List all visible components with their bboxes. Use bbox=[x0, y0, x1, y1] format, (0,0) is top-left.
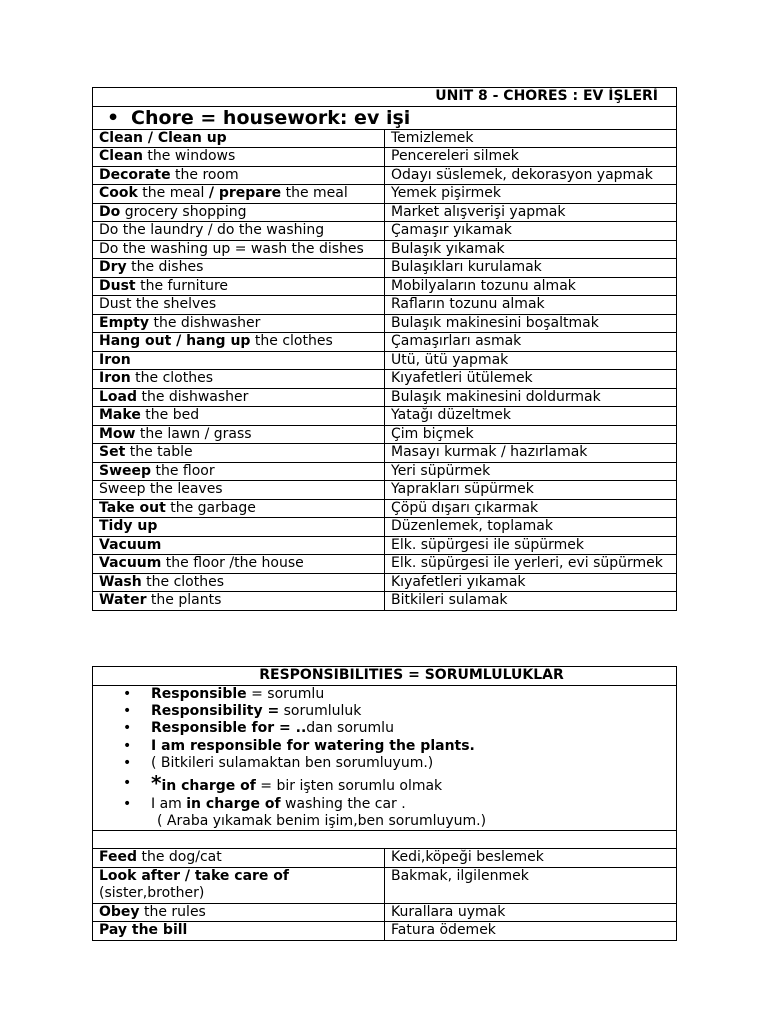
english-cell bbox=[93, 296, 385, 315]
term-text: the lawn / grass bbox=[135, 425, 252, 442]
english-cell bbox=[93, 203, 385, 222]
chore-header-text: Chore = housework: ev işi bbox=[131, 106, 411, 129]
term-text: the clothes bbox=[250, 333, 333, 349]
turkish-cell: Bakmak, ilgilenmek bbox=[385, 867, 677, 903]
turkish-cell: Mobilyaların tozunu almak bbox=[385, 277, 677, 296]
bullet-icon: • bbox=[123, 795, 132, 812]
bold-term: Empty bbox=[99, 314, 149, 331]
bold-term: Clean bbox=[99, 148, 143, 164]
term-text: the meal bbox=[281, 185, 348, 201]
resp-row bbox=[93, 849, 677, 868]
term-text: the furniture bbox=[135, 277, 228, 294]
turkish-cell: Yatağı düzeltmek bbox=[385, 407, 677, 426]
bold-term: Look after / take care of bbox=[99, 867, 290, 884]
resp-row bbox=[93, 903, 677, 922]
chore-row bbox=[93, 259, 677, 278]
chore-row bbox=[93, 481, 677, 500]
bold-term: I am responsible for watering the plants. bbox=[151, 737, 475, 754]
english-cell bbox=[93, 849, 385, 868]
english-cell bbox=[93, 555, 385, 574]
responsibilities-table bbox=[92, 666, 677, 941]
resp-item bbox=[119, 703, 670, 720]
bold-term: Make bbox=[99, 407, 141, 423]
turkish-cell: Çöpü dışarı çıkarmak bbox=[385, 499, 677, 518]
resp-title: RESPONSIBILITIES = SORUMLULUKLAR bbox=[93, 667, 677, 686]
chore-row bbox=[93, 425, 677, 444]
english-cell bbox=[93, 425, 385, 444]
term-text: the table bbox=[125, 444, 193, 460]
turkish-cell: Yaprakları süpürmek bbox=[385, 481, 677, 500]
english-cell bbox=[93, 388, 385, 407]
bullet-icon: • bbox=[123, 774, 132, 791]
chore-row bbox=[93, 444, 677, 463]
chore-row bbox=[93, 499, 677, 518]
turkish-cell: Rafların tozunu almak bbox=[385, 296, 677, 315]
bold-term: Clean / Clean up bbox=[99, 129, 227, 146]
bold-term: Set bbox=[99, 444, 126, 460]
bold-term: Dust bbox=[99, 277, 136, 294]
bold-term: Do bbox=[99, 203, 121, 220]
term-text: I am bbox=[151, 795, 187, 812]
term-text: the dishwasher bbox=[137, 388, 249, 405]
english-cell bbox=[93, 148, 385, 167]
english-cell bbox=[93, 277, 385, 296]
resp-list bbox=[99, 686, 670, 831]
term-text: grocery shopping bbox=[120, 203, 247, 220]
chore-row bbox=[93, 296, 677, 315]
bold-term: / prepare bbox=[208, 185, 282, 201]
bold-term: Dry bbox=[99, 259, 127, 275]
term-text: dan sorumlu bbox=[306, 720, 394, 737]
resp-item-translation: ( Araba yıkamak benim işim,ben sorumluyum.) bbox=[157, 812, 487, 829]
english-cell bbox=[93, 240, 385, 259]
turkish-cell: Ütü, ütü yapmak bbox=[385, 351, 677, 370]
turkish-cell: Odayı süslemek, dekorasyon yapmak bbox=[385, 166, 677, 185]
term-text: the garbage bbox=[165, 499, 256, 516]
chore-row bbox=[93, 573, 677, 592]
bullet-icon: • bbox=[123, 702, 132, 719]
turkish-cell: Fatura ödemek bbox=[385, 922, 677, 941]
bold-term: Vacuum bbox=[99, 555, 162, 571]
resp-list-row bbox=[93, 685, 677, 831]
term-text: Do the washing up = wash the dishes bbox=[99, 240, 364, 257]
english-cell bbox=[93, 592, 385, 611]
turkish-cell: Masayı kurmak / hazırlamak bbox=[385, 444, 677, 463]
chore-row bbox=[93, 185, 677, 204]
chore-row bbox=[93, 277, 677, 296]
english-cell bbox=[93, 444, 385, 463]
turkish-cell: Kıyafetleri yıkamak bbox=[385, 573, 677, 592]
resp-row bbox=[93, 867, 677, 903]
bold-term: in charge of bbox=[161, 777, 256, 794]
bold-term: Iron bbox=[99, 370, 131, 386]
resp-item bbox=[119, 738, 670, 755]
english-cell bbox=[93, 166, 385, 185]
bold-term: Pay the bill bbox=[99, 922, 188, 939]
resp-item bbox=[119, 720, 670, 737]
term-text: the rules bbox=[139, 903, 206, 920]
turkish-cell: Düzenlemek, toplamak bbox=[385, 518, 677, 537]
chore-row bbox=[93, 203, 677, 222]
term-text: sorumluluk bbox=[279, 702, 362, 719]
english-cell bbox=[93, 573, 385, 592]
term-text: = sorumlu bbox=[246, 685, 325, 702]
turkish-cell: Bitkileri sulamak bbox=[385, 592, 677, 611]
chore-row bbox=[93, 370, 677, 389]
chore-row bbox=[93, 333, 677, 352]
chore-row bbox=[93, 314, 677, 333]
term-text: the plants bbox=[146, 592, 222, 608]
turkish-cell: Market alışverişi yapmak bbox=[385, 203, 677, 222]
bold-term: Obey bbox=[99, 903, 140, 920]
term-text: ( Bitkileri sulamaktan ben sorumluyum.) bbox=[151, 755, 434, 772]
chore-row bbox=[93, 536, 677, 555]
turkish-cell: Çamaşırları asmak bbox=[385, 333, 677, 352]
turkish-cell: Kurallara uymak bbox=[385, 903, 677, 922]
resp-item bbox=[119, 686, 670, 703]
turkish-cell: Elk. süpürgesi ile yerleri, evi süpürmek bbox=[385, 555, 677, 574]
turkish-cell: Kıyafetleri ütülemek bbox=[385, 370, 677, 389]
turkish-cell: Yemek pişirmek bbox=[385, 185, 677, 204]
turkish-cell: Bulaşıkları kurulamak bbox=[385, 259, 677, 278]
chore-row bbox=[93, 555, 677, 574]
term-text: the bed bbox=[140, 407, 200, 423]
english-cell bbox=[93, 536, 385, 555]
term-text: the floor /the house bbox=[161, 555, 304, 571]
english-cell bbox=[93, 867, 385, 903]
turkish-cell: Bulaşık makinesini boşaltmak bbox=[385, 314, 677, 333]
resp-item bbox=[119, 770, 670, 796]
turkish-cell: Yeri süpürmek bbox=[385, 462, 677, 481]
term-text: washing the car . bbox=[280, 795, 406, 812]
star-mark: * bbox=[151, 770, 162, 795]
bold-term: Decorate bbox=[99, 166, 171, 183]
bold-term: Iron bbox=[99, 351, 131, 368]
term-text: the meal bbox=[137, 185, 209, 201]
resp-row bbox=[93, 922, 677, 941]
bold-term: in charge of bbox=[186, 795, 281, 812]
english-cell bbox=[93, 351, 385, 370]
term-text: the dog/cat bbox=[137, 849, 222, 866]
bullet-icon: • bbox=[123, 685, 132, 702]
bold-term: Wash bbox=[99, 573, 142, 590]
english-cell bbox=[93, 185, 385, 204]
bold-term: Responsible bbox=[151, 685, 247, 702]
term-text: Dust the shelves bbox=[99, 296, 217, 312]
english-cell bbox=[93, 333, 385, 352]
bold-term: Take out bbox=[99, 499, 166, 516]
term-text: the windows bbox=[142, 148, 236, 164]
chore-row bbox=[93, 351, 677, 370]
unit-title: UNIT 8 - CHORES : EV İŞLERİ bbox=[93, 88, 677, 107]
bold-term: Responsibility = bbox=[151, 702, 280, 719]
resp-item bbox=[119, 796, 670, 831]
bullet-icon: • bbox=[123, 737, 132, 754]
chore-row bbox=[93, 240, 677, 259]
english-cell bbox=[93, 462, 385, 481]
term-text: Sweep the leaves bbox=[99, 481, 223, 497]
chore-row bbox=[93, 518, 677, 537]
english-cell bbox=[93, 314, 385, 333]
turkish-cell: Kedi,köpeği beslemek bbox=[385, 849, 677, 868]
bold-term: Water bbox=[99, 592, 147, 608]
english-cell bbox=[93, 481, 385, 500]
english-cell bbox=[93, 129, 385, 148]
chore-row bbox=[93, 222, 677, 241]
chore-row bbox=[93, 166, 677, 185]
turkish-cell: Bulaşık makinesini doldurmak bbox=[385, 388, 677, 407]
spacer-row bbox=[93, 831, 677, 849]
term-text: = bir işten sorumlu olmak bbox=[255, 777, 443, 794]
bold-term: Tidy up bbox=[99, 518, 158, 534]
term-text: the room bbox=[170, 166, 239, 183]
turkish-cell: Temizlemek bbox=[385, 129, 677, 148]
chore-row bbox=[93, 592, 677, 611]
bold-term: Cook bbox=[99, 185, 138, 201]
bold-term: Responsible for = .. bbox=[151, 720, 307, 737]
chore-header-row bbox=[93, 106, 677, 129]
chore-row bbox=[93, 388, 677, 407]
term-text: the dishes bbox=[126, 259, 204, 275]
bold-term: Feed bbox=[99, 849, 138, 866]
bold-term: Hang out / hang up bbox=[99, 333, 251, 349]
chore-row bbox=[93, 129, 677, 148]
term-text: Do the laundry / do the washing bbox=[99, 222, 325, 238]
resp-item bbox=[119, 755, 670, 772]
turkish-cell: Çamaşır yıkamak bbox=[385, 222, 677, 241]
term-text: (sister,brother) bbox=[99, 885, 205, 902]
bullet-icon: • bbox=[123, 720, 132, 737]
term-text: the floor bbox=[151, 462, 215, 479]
english-cell bbox=[93, 499, 385, 518]
chores-table bbox=[92, 87, 677, 611]
english-cell bbox=[93, 222, 385, 241]
term-text: the clothes bbox=[141, 573, 225, 590]
chore-row bbox=[93, 462, 677, 481]
english-cell bbox=[93, 922, 385, 941]
turkish-cell: Elk. süpürgesi ile süpürmek bbox=[385, 536, 677, 555]
term-text: the clothes bbox=[130, 370, 214, 386]
term-text: the dishwasher bbox=[149, 314, 261, 331]
english-cell bbox=[93, 259, 385, 278]
english-cell bbox=[93, 407, 385, 426]
english-cell bbox=[93, 518, 385, 537]
bullet-icon: • bbox=[123, 755, 132, 772]
unit-title-row bbox=[93, 88, 677, 107]
chore-row bbox=[93, 407, 677, 426]
chore-row bbox=[93, 148, 677, 167]
bullet-icon: • bbox=[107, 106, 120, 129]
bold-term: Sweep bbox=[99, 462, 152, 479]
bold-term: Mow bbox=[99, 425, 136, 442]
resp-title-row bbox=[93, 667, 677, 686]
turkish-cell: Çim biçmek bbox=[385, 425, 677, 444]
turkish-cell: Pencereleri silmek bbox=[385, 148, 677, 167]
english-cell bbox=[93, 370, 385, 389]
bold-term: Load bbox=[99, 388, 138, 405]
english-cell bbox=[93, 903, 385, 922]
turkish-cell: Bulaşık yıkamak bbox=[385, 240, 677, 259]
bold-term: Vacuum bbox=[99, 536, 162, 553]
